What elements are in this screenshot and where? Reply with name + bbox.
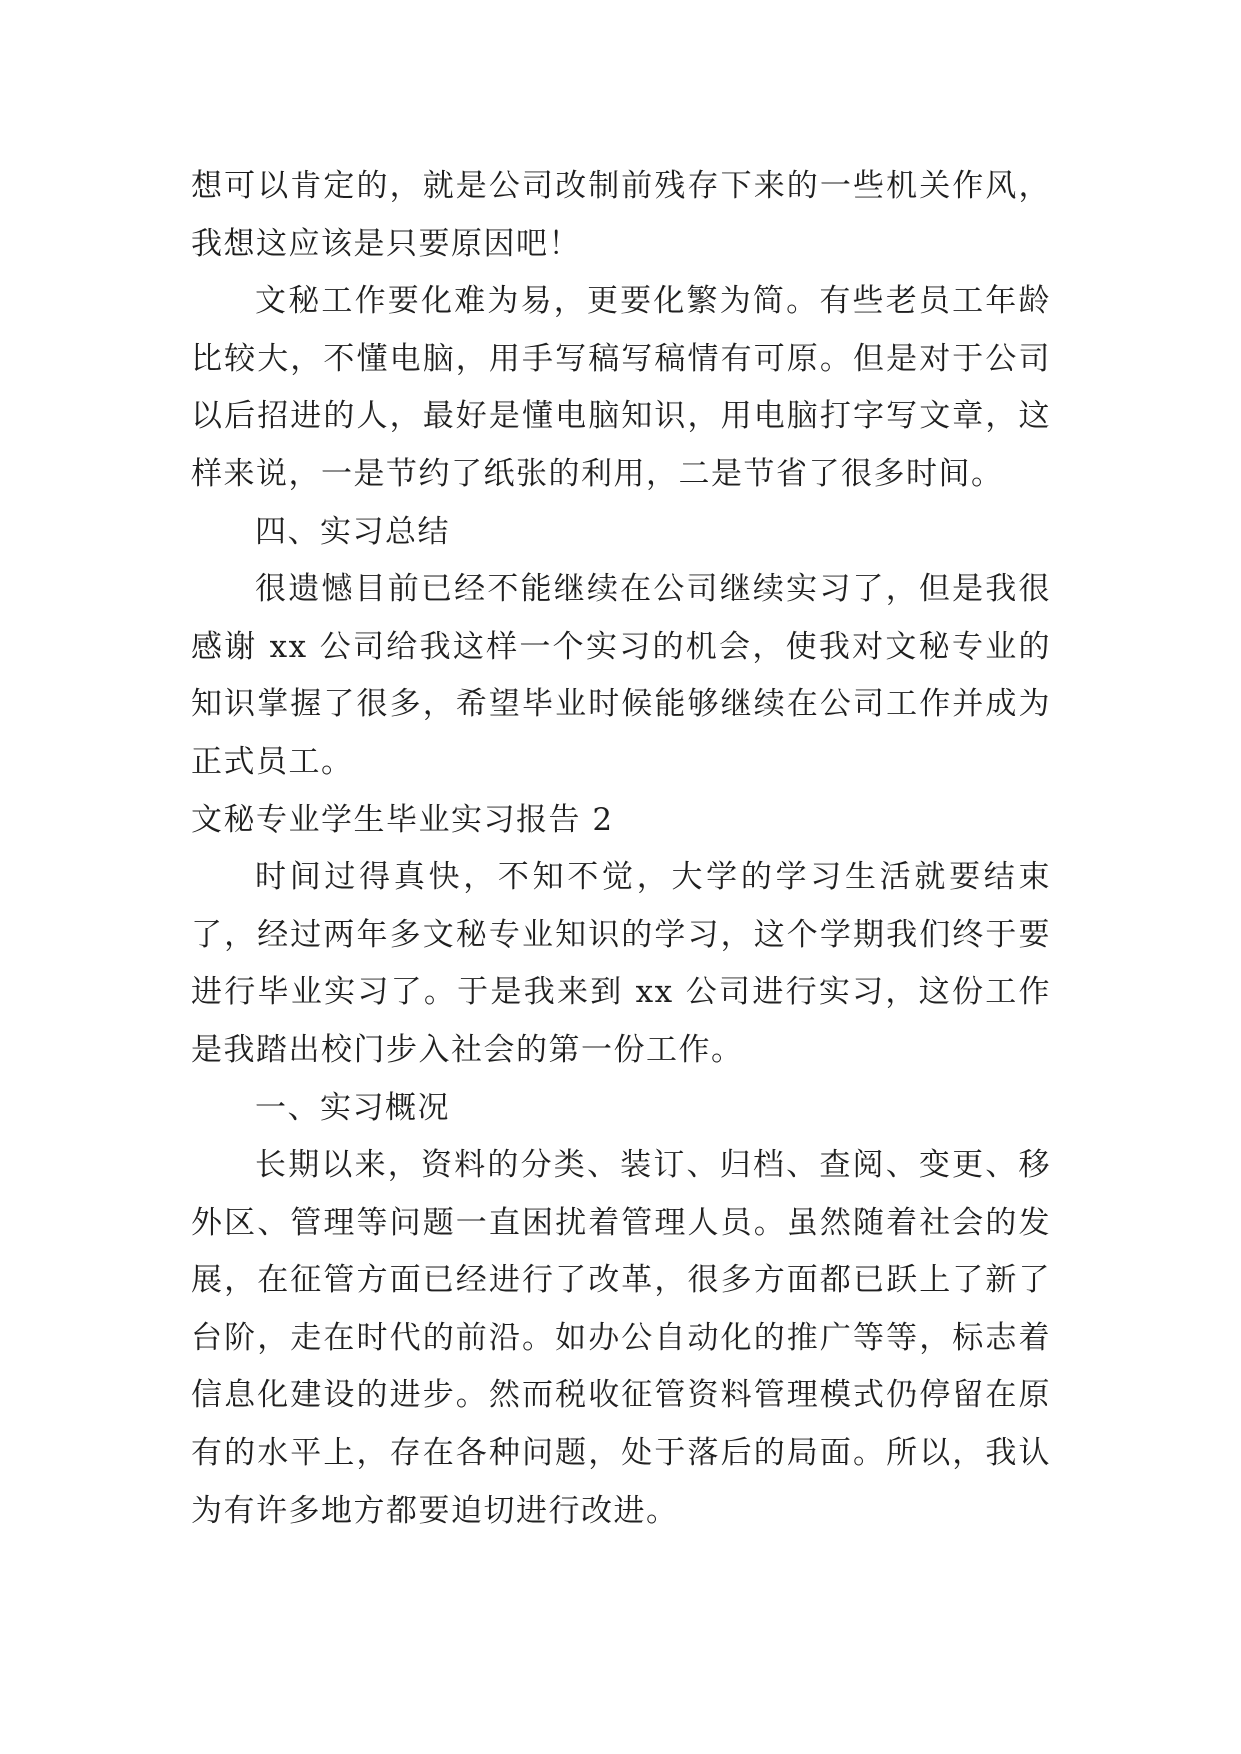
paragraph-summary: 很遗憾目前已经不能继续在公司继续实习了，但是我很感谢 xx 公司给我这样一个实习的机会，使我对文秘专业的知识掌握了很多，希望毕业时候能够继续在公司工作并成为正式员工。 xyxy=(191,571,1051,780)
report-title-2: 文秘专业学生毕业实习报告 2 xyxy=(191,801,614,838)
paragraph-writing-efficiency: 文秘工作要化难为易，更要化繁为简。有些老员工年龄比较大，不懂电脑，用手写稿写稿情有可原。但是对于公司以后招进的人，最好是懂电脑知识，用电脑打字写文章，这样来说，一是节约了纸张的利用，二是节省了很多时间。 xyxy=(191,283,1051,492)
document-body xyxy=(191,158,1051,1540)
paragraph-continued: 想可以肯定的，就是公司改制前残存下来的一些机关作风，我想这应该是只要原因吧！ xyxy=(191,168,1051,262)
paragraph-introduction: 时间过得真快，不知不觉，大学的学习生活就要结束了，经过两年多文秘专业知识的学习，这个学期我们终于要进行毕业实习了。于是我来到 xx 公司进行实习，这份工作是我踏出校门步入社会的第一份工作。 xyxy=(191,859,1051,1068)
section-heading-internship-summary: 四、实习总结 xyxy=(255,513,450,550)
paragraph-overview: 长期以来，资料的分类、装订、归档、查阅、变更、移外区、管理等问题一直困扰着管理人员。虽然随着社会的发展，在征管方面已经进行了改革，很多方面都已跃上了新了台阶，走在时代的前沿。如办公自动化的推广等等，标志着信息化建设的进步。然而税收征管资料管理模式仍停留在原有的水平上，存在各种问题，处于落后的局面。所以，我认为有许多地方都要迫切进行改进。 xyxy=(191,1147,1051,1529)
section-heading-internship-overview: 一、实习概况 xyxy=(255,1089,450,1126)
